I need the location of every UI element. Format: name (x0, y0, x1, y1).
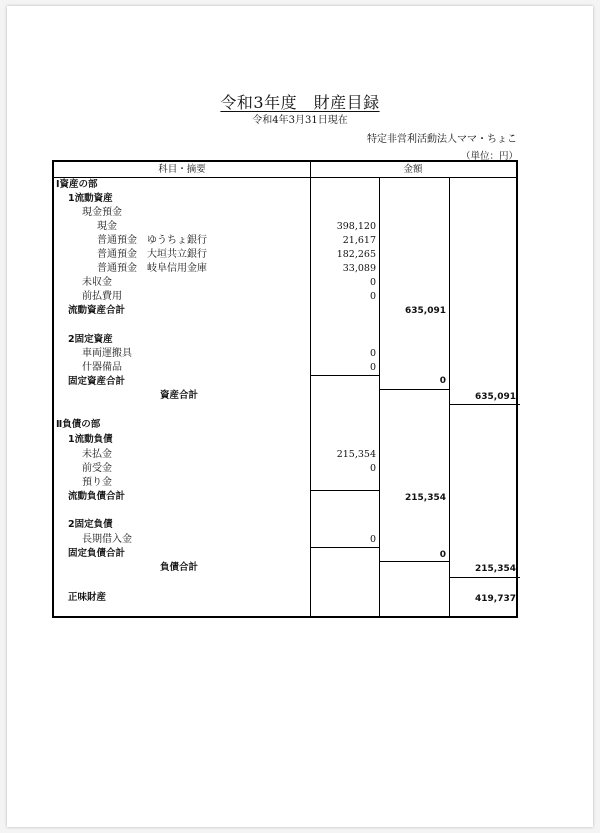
loan-label: 長期借入金 (82, 534, 132, 545)
total-line (449, 404, 520, 405)
bank3-label: 普通預金 岐阜信用金庫 (97, 263, 207, 274)
inventory-table (52, 160, 518, 618)
prepaid-value: 0 (369, 291, 376, 302)
organization-name: 特定非営利活動法人ママ・ちょこ (367, 134, 517, 145)
receivable-value: 0 (369, 277, 376, 288)
current-liabilities-heading: 1流動負債 (68, 434, 113, 445)
deposit-label: 預り金 (82, 477, 112, 488)
current-assets-heading: 1流動資産 (68, 193, 113, 204)
header-item: 科目・摘要 (158, 164, 206, 175)
as-of-date: 令和4年3月31日現在 (252, 115, 348, 126)
assets-section: Ⅰ資産の部 (56, 179, 98, 190)
vehicles-value: 0 (369, 348, 376, 359)
fixed-liabilities-heading: 2固定負債 (68, 519, 113, 530)
cash-deposits-label: 現金預金 (82, 207, 122, 218)
bank2-label: 普通預金 大垣共立銀行 (97, 249, 207, 260)
assets-grand-total-label: 資産合計 (160, 390, 199, 401)
assets-grand-total-value: 635,091 (475, 392, 516, 402)
current-liabilities-total-label: 流動負債合計 (68, 491, 126, 502)
subtotal-line (310, 547, 379, 548)
payable-value: 215,354 (336, 449, 376, 460)
cash-label: 現金 (97, 221, 117, 232)
cash-value: 398,120 (336, 221, 376, 232)
current-liabilities-total-value: 215,354 (405, 493, 446, 503)
fixed-assets-total-label: 固定資産合計 (68, 376, 126, 387)
document-page (7, 6, 593, 827)
total-line (449, 577, 520, 578)
unit-note: （単位：円） (460, 151, 518, 162)
fixed-liabilities-total-label: 固定負債合計 (68, 548, 126, 559)
fixed-assets-total-value: 0 (439, 376, 446, 386)
current-assets-total-label: 流動資産合計 (68, 305, 126, 316)
prepaid-label: 前払費用 (82, 291, 122, 302)
net-assets-value: 419,737 (475, 594, 516, 604)
advance-value: 0 (369, 463, 376, 474)
liabilities-section: Ⅱ負債の部 (56, 419, 101, 430)
liabilities-grand-total-value: 215,354 (475, 564, 516, 574)
current-assets-total-value: 635,091 (405, 306, 446, 316)
header-amount: 金額 (403, 164, 423, 175)
bank1-value: 21,617 (342, 235, 376, 246)
bank2-value: 182,265 (336, 249, 376, 260)
net-assets-label: 正味財産 (68, 592, 107, 603)
receivable-label: 未収金 (82, 277, 112, 288)
loan-value: 0 (369, 534, 376, 545)
bank3-value: 33,089 (342, 263, 376, 274)
payable-label: 未払金 (82, 449, 112, 460)
fixtures-value: 0 (369, 362, 376, 373)
subtotal-line (379, 389, 449, 390)
fixed-liabilities-total-value: 0 (439, 550, 446, 560)
liabilities-grand-total-label: 負債合計 (160, 562, 199, 573)
subtotal-line (310, 490, 379, 491)
document-title: 令和3年度 財産目録 (220, 93, 380, 112)
fixed-assets-heading: 2固定資産 (68, 334, 113, 345)
fixtures-label: 什器備品 (82, 362, 122, 373)
vehicles-label: 車両運搬具 (82, 348, 132, 359)
bank1-label: 普通預金 ゆうちょ銀行 (97, 235, 207, 246)
subtotal-line (379, 561, 449, 562)
header-divider (54, 177, 516, 178)
advance-label: 前受金 (82, 463, 112, 474)
subtotal-line (310, 375, 379, 376)
